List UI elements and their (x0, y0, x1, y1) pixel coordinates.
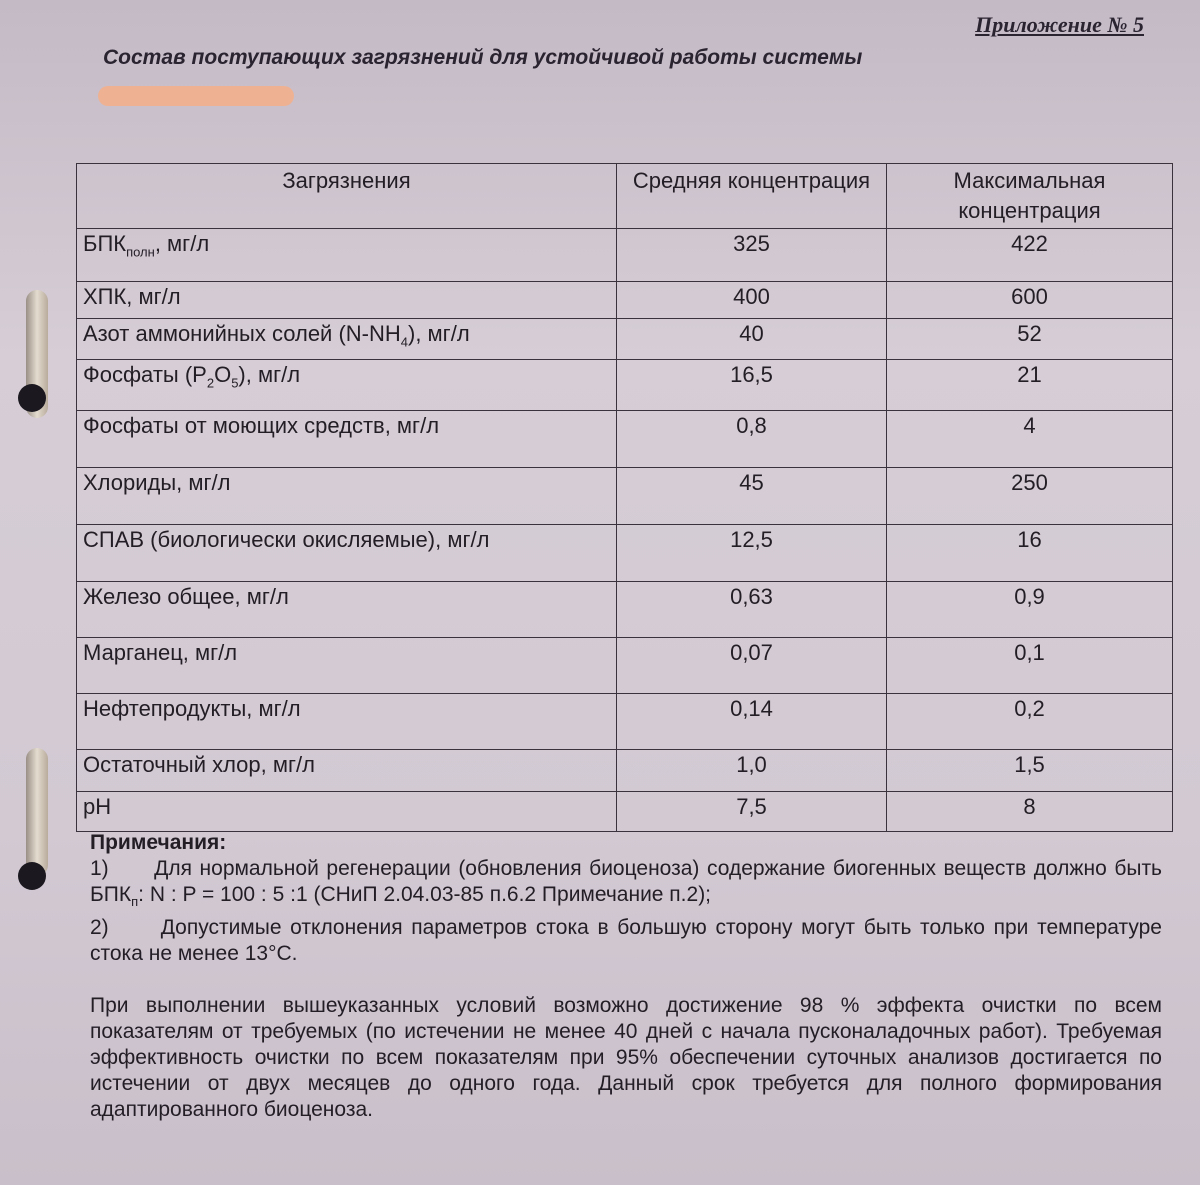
pollutant-name (77, 229, 617, 282)
average-value: 7,5 (617, 792, 887, 832)
table-row (77, 282, 1173, 319)
punch-hole-bottom (18, 862, 46, 890)
pollutant-label: Остаточный хлор, мг/л (83, 752, 315, 777)
pollutant-label-mid: O (214, 362, 232, 387)
note-1-subscript: п (131, 894, 139, 910)
maximum-value: 21 (887, 360, 1173, 411)
note-1-text-b: : N : P = 100 : 5 :1 (СНиП 2.04.03-85 п.6.2 Примечание п.2); (138, 883, 712, 906)
table-row (77, 468, 1173, 525)
pollutant-unit: ), мг/л (238, 362, 301, 387)
pollutant-label: БПК (83, 231, 127, 256)
header-maximum: Максимальная концентрация (887, 164, 1173, 229)
pollutant-name (77, 792, 617, 832)
redaction-mark (98, 86, 294, 106)
maximum-value: 600 (887, 282, 1173, 319)
maximum-value: 1,5 (887, 750, 1173, 792)
table-row (77, 694, 1173, 750)
pollutant-name (77, 282, 617, 319)
table-row (77, 792, 1173, 832)
average-value: 12,5 (617, 525, 887, 582)
note-2-number: 2) (90, 916, 109, 940)
punch-hole-top (18, 384, 46, 412)
pollutant-label: pH (83, 794, 112, 819)
pollutant-subscript: полн (126, 244, 155, 260)
note-2 (90, 915, 1162, 967)
maximum-value: 16 (887, 525, 1173, 582)
pollutant-name (77, 638, 617, 694)
note-2-text: Допустимые отклонения параметров стока в большую сторону могут быть только при температуре стока не менее 13°С. (90, 916, 1162, 966)
maximum-value: 250 (887, 468, 1173, 525)
pollutant-name (77, 582, 617, 638)
average-value: 40 (617, 319, 887, 360)
pollutant-label: Нефтепродукты, мг/л (83, 696, 301, 721)
table-row (77, 638, 1173, 694)
pollutant-unit: ), мг/л (408, 321, 470, 346)
table-row (77, 319, 1173, 360)
header-pollutants: Загрязнения (77, 164, 617, 229)
pollutant-label: Фосфаты (P (83, 362, 207, 387)
pollutant-label: ХПК, мг/л (83, 284, 181, 309)
pollutant-label: Железо общее, мг/л (83, 584, 289, 609)
average-value: 0,8 (617, 411, 887, 468)
pollutant-name (77, 319, 617, 360)
maximum-value: 422 (887, 229, 1173, 282)
conclusion-paragraph: При выполнении вышеуказанных условий возможно достижение 98 % эффекта очистки по всем показателям от требуемых (по истечении не менее 40 дней с начала пусконаладочных работ). Требуемая эффективность очистки по всем показателям при 95% обеспечении суточных анализов достигается по истечении от двух месяцев до одного года. Данный срок требуется для полного формирования адаптированного биоценоза. (90, 994, 1162, 1122)
average-value: 0,14 (617, 694, 887, 750)
notes-section (90, 830, 1162, 1123)
pollutant-name (77, 411, 617, 468)
pollutant-subscript: 4 (400, 334, 408, 350)
document-title: Состав поступающих загрязнений для устойчивой работы системы (103, 46, 863, 69)
pollutant-label: Хлориды, мг/л (83, 470, 231, 495)
pollutant-name (77, 525, 617, 582)
appendix-label: Приложение № 5 (975, 12, 1144, 37)
table-row (77, 229, 1173, 282)
note-1 (90, 856, 1162, 915)
pollutant-name (77, 750, 617, 792)
table-header-row (77, 164, 1173, 229)
pollutant-subscript: 2 (206, 375, 215, 391)
average-value: 1,0 (617, 750, 887, 792)
maximum-value: 0,9 (887, 582, 1173, 638)
pollutant-label: СПАВ (биологически окисляемые), мг/л (83, 527, 490, 552)
table-row (77, 750, 1173, 792)
pollutant-label: Марганец, мг/л (83, 640, 238, 665)
average-value: 400 (617, 282, 887, 319)
average-value: 325 (617, 229, 887, 282)
average-value: 0,07 (617, 638, 887, 694)
average-value: 0,63 (617, 582, 887, 638)
table-row (77, 411, 1173, 468)
header-average: Средняя концентрация (617, 164, 887, 229)
note-1-number: 1) (90, 857, 109, 880)
binder-ring-bottom (26, 748, 48, 876)
table-row (77, 582, 1173, 638)
pollutants-table (76, 163, 1173, 832)
table-row (77, 360, 1173, 411)
maximum-value: 0,1 (887, 638, 1173, 694)
notes-heading: Примечания: (90, 831, 227, 854)
pollutant-subscript-2: 5 (231, 375, 239, 391)
maximum-value: 8 (887, 792, 1173, 832)
maximum-value: 52 (887, 319, 1173, 360)
pollutant-name (77, 468, 617, 525)
average-value: 45 (617, 468, 887, 525)
maximum-value: 4 (887, 411, 1173, 468)
note-1-text-a: Для нормальной регенерации (обновления биоценоза) содержание биогенных веществ должно быть БПК (90, 857, 1163, 906)
maximum-value: 0,2 (887, 694, 1173, 750)
pollutant-label: Фосфаты от моющих средств, мг/л (83, 413, 440, 438)
table-row (77, 525, 1173, 582)
pollutant-name (77, 360, 617, 411)
pollutant-unit: , мг/л (154, 231, 210, 256)
pollutant-label: Азот аммонийных солей (N-NH (83, 321, 401, 346)
pollutant-name (77, 694, 617, 750)
average-value: 16,5 (617, 360, 887, 411)
